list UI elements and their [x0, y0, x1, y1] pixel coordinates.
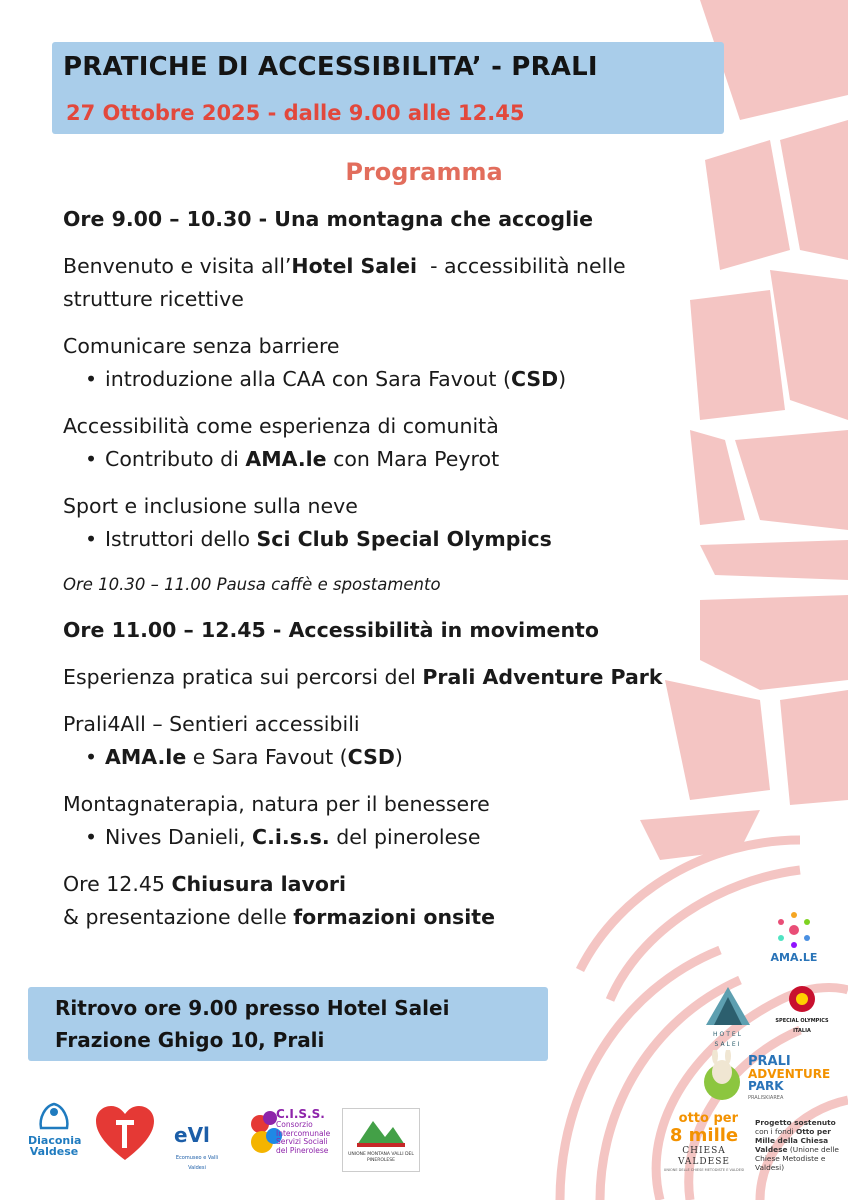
fund-t2: con i fondi — [755, 1127, 796, 1136]
meeting-info — [55, 992, 449, 1056]
ciss-l5: del Pinerolese — [276, 1145, 329, 1155]
fund-t4: (Unione delle — [787, 1145, 839, 1154]
sport-bullet — [85, 523, 783, 556]
prali4all-bullet — [85, 741, 783, 774]
welcome-post: - accessibilità nelle — [417, 254, 626, 278]
closing-line — [63, 868, 783, 901]
p4-bold2: CSD — [347, 745, 395, 769]
pause-line: Ore 10.30 – 11.00 Pausa caffè e spostamento — [63, 575, 441, 594]
monta-bold: C.i.s.s. — [252, 825, 330, 849]
page-title: PRATICHE DI ACCESSIBILITA’ - PRALI — [63, 52, 598, 82]
unione-label: UNIONE MONTANA VALLI DEL PINEROLESE — [348, 1152, 414, 1163]
heart-icon — [94, 1104, 156, 1162]
hotel-salei-logo — [700, 985, 756, 1050]
meeting-line1: Ritrovo ore 9.00 presso Hotel Salei — [55, 996, 450, 1020]
comm-bullet-pre: introduzione alla CAA con Sara Favout ( — [105, 367, 511, 391]
diaconia-l1: Diaconia — [28, 1134, 82, 1147]
fund-t3: Mille della Chiesa — [755, 1136, 829, 1145]
evl-label: Ecomuseo e Valli Valdesi — [175, 1155, 219, 1171]
ciss-logo — [246, 1106, 341, 1168]
amale-label: AMA.LE — [770, 951, 818, 964]
ciss-l4: Servizi Sociali — [276, 1137, 328, 1146]
diaconia-valdese-logo — [28, 1100, 80, 1157]
monta-post: del pinerolese — [329, 825, 481, 849]
monta-pre: Nives Danieli, — [105, 825, 253, 849]
diaconia-icon — [35, 1100, 73, 1132]
svg-text:eVl: eVl — [174, 1123, 210, 1147]
prali-park-l3: PARK — [748, 1079, 784, 1093]
special-olympics-icon — [788, 985, 816, 1013]
p4-post: ) — [394, 745, 403, 769]
fund-t6: Valdesi) — [755, 1163, 785, 1172]
ottopermille-l1: otto per — [678, 1111, 738, 1126]
special-olympics-label: SPECIAL OLYMPICS ITALIA — [775, 1018, 829, 1034]
prali-park-l4: PRALISKIAREA — [748, 1095, 784, 1101]
fund-t4b: Valdese — [755, 1145, 788, 1154]
ciss-l3: Intercomunale — [276, 1128, 331, 1138]
comm-topic: Comunicare senza barriere — [63, 334, 340, 358]
prali-mascot-icon — [700, 1050, 744, 1102]
sport-topic: Sport e inclusione sulla neve — [63, 494, 358, 518]
welcome-pre: Benvenuto e visita all’ — [63, 254, 292, 278]
experience-line — [63, 661, 783, 694]
fund-t2b: Otto per — [795, 1127, 831, 1136]
amale-icon — [774, 910, 814, 950]
unione-montana-logo — [342, 1108, 420, 1172]
close2-pre: & presentazione delle — [63, 905, 294, 929]
comm-bullet-post: ) — [558, 367, 567, 391]
event-date: 27 Ottobre 2025 - dalle 9.00 alle 12.45 — [66, 101, 525, 125]
ottopermille-logo — [658, 1112, 750, 1174]
session1-heading: Ore 9.00 – 10.30 - Una montagna che accoglie — [63, 207, 594, 231]
sport-bullet-bold: Sci Club Special Olympics — [256, 527, 552, 551]
monta-topic: Montagnaterapia, natura per il benessere — [63, 792, 490, 816]
ottopermille-l3: CHIESA VALDESE — [678, 1146, 730, 1167]
red-heart-logo — [93, 1104, 157, 1165]
diaconia-l2: Valdese — [29, 1145, 79, 1158]
hotel-label: HOTEL SALEI — [712, 1031, 744, 1048]
comm-bullet — [85, 363, 783, 396]
prali-park-l1: PRALI — [748, 1054, 791, 1069]
unione-mountains-icon — [355, 1115, 407, 1149]
acc-bullet-pre: Contributo di — [105, 447, 246, 471]
programma-heading: Programma — [345, 158, 503, 186]
ottopermille-l4: UNIONE DELLE CHIESE METODISTE E VALDESI — [663, 1168, 745, 1172]
acc-topic: Accessibilità come esperienza di comunità — [63, 414, 499, 438]
prali-adventure-park-logo — [700, 1050, 840, 1108]
exp-pre: Esperienza pratica sui percorsi del — [63, 665, 423, 689]
acc-bullet-post: con Mara Peyrot — [326, 447, 500, 471]
ciss-l2: Consorzio — [276, 1120, 313, 1129]
fund-t4-line — [755, 1145, 845, 1154]
ottopermille-l2: 8 mille — [669, 1125, 739, 1146]
evl-logo — [168, 1120, 226, 1173]
session2-heading: Ore 11.00 – 12.45 - Accessibilità in movimento — [63, 618, 599, 642]
acc-bullet — [85, 443, 783, 476]
sport-bullet-pre: Istruttori dello — [105, 527, 257, 551]
program-content — [63, 203, 783, 934]
close-pre: Ore 12.45 — [63, 872, 172, 896]
closing-line2 — [63, 901, 783, 934]
amale-logo — [766, 910, 822, 963]
fund-t1: Progetto sostenuto — [755, 1118, 836, 1127]
monta-bullet — [85, 821, 783, 854]
welcome-line — [63, 250, 783, 283]
hotel-mountain-icon — [704, 985, 752, 1027]
evl-icon — [172, 1120, 222, 1150]
p4-mid: e Sara Favout ( — [186, 745, 348, 769]
close-bold: Chiusura lavori — [171, 872, 347, 896]
fund-t2-line — [755, 1127, 845, 1136]
fund-t5: Chiese Metodiste e — [755, 1154, 826, 1163]
meeting-line2: Frazione Ghigo 10, Prali — [55, 1028, 325, 1052]
special-olympics-logo — [772, 985, 832, 1036]
welcome-line2: strutture ricettive — [63, 287, 244, 311]
comm-bullet-bold: CSD — [510, 367, 559, 391]
acc-bullet-bold: AMA.le — [245, 447, 327, 471]
hotel-salei: Hotel Salei — [291, 254, 418, 278]
close2-bold: formazioni onsite — [293, 905, 495, 929]
ciss-l1: C.I.S.S. — [276, 1107, 325, 1121]
exp-bold: Prali Adventure Park — [422, 665, 663, 689]
prali-park-l2: ADVENTURE — [748, 1067, 831, 1081]
prali4all-topic: Prali4All – Sentieri accessibili — [63, 712, 360, 736]
p4-bold1: AMA.le — [105, 745, 187, 769]
funding-note — [755, 1118, 845, 1172]
